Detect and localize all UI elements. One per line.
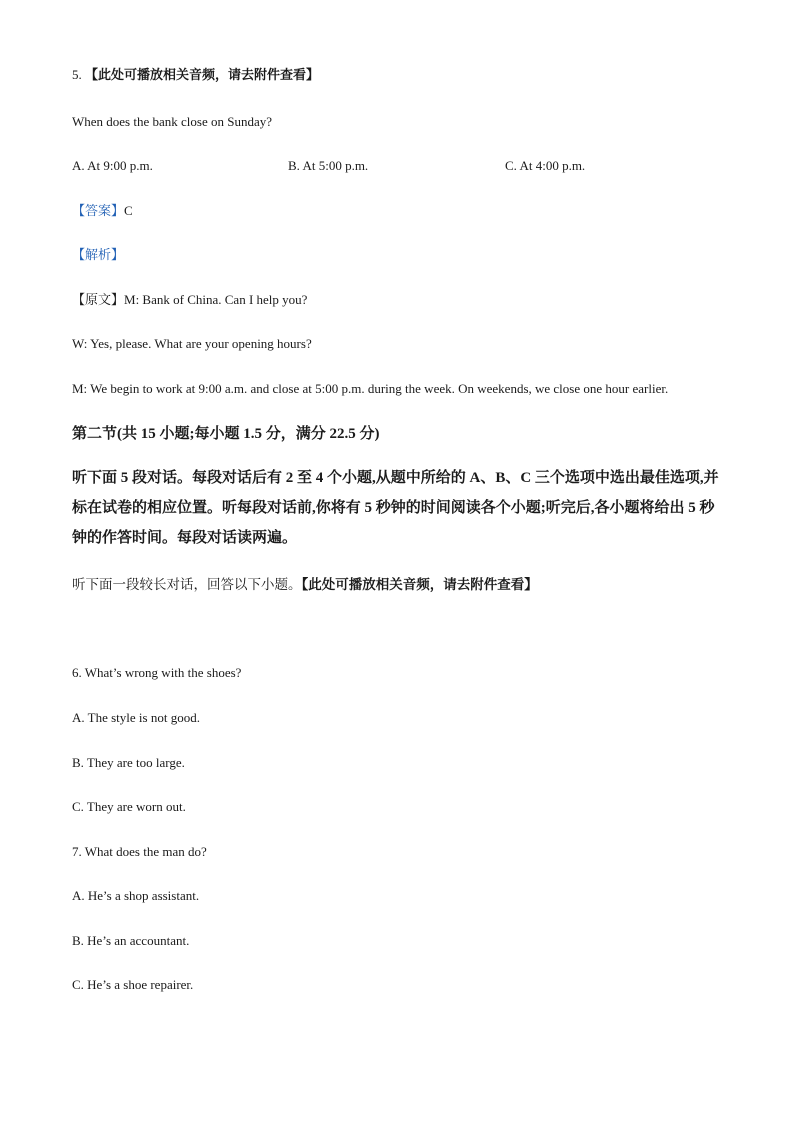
q6-option-b[interactable]: B. They are too large. [72,755,185,770]
transcript-line-3: M: We begin to work at 9:00 a.m. and close at 5:00 p.m. during the week. On weekends, we close one hour earlier. [72,381,669,396]
q6-question: 6. What’s wrong with the shoes? [72,665,242,680]
transcript-text-1: M: Bank of China. Can I help you? [124,292,308,307]
q5-option-b[interactable]: B. At 5:00 p.m. [288,158,369,173]
transcript-tag: 【原文】 [72,292,125,307]
q5-answer-line [72,203,133,219]
q5-option-a[interactable]: A. At 9:00 p.m. [72,158,153,173]
section2-intro-line [72,577,538,593]
section2-audio-note[interactable]: 【此处可播放相关音频，请去附件查看】 [301,577,538,592]
answer-tag: 【答案】 [72,203,125,218]
q5-header [72,67,319,83]
analysis-tag: 【解析】 [72,247,125,262]
q5-number: 5. [72,67,82,82]
q7-question: 7. What does the man do? [72,844,207,859]
q5-option-c[interactable]: C. At 4:00 p.m. [505,158,586,173]
transcript-line-1 [72,292,307,308]
section2-title: 第二节(共 15 小题;每小题 1.5 分，满分 22.5 分) [72,426,380,442]
q5-audio-note[interactable]: 【此处可播放相关音频，请去附件查看】 [85,67,320,82]
q7-option-b[interactable]: B. He’s an accountant. [72,933,190,948]
q5-question: When does the bank close on Sunday? [72,114,273,129]
section2-intro: 听下面一段较长对话，回答以下小题。 [72,577,302,592]
q6-option-c[interactable]: C. They are worn out. [72,799,186,814]
section2-instructions: 听下面 5 段对话。每段对话后有 2 至 4 个小题,从题中所给的 A、B、C 三个选项中选出最佳选项,并标在试卷的相应位置。听每段对话前,你将有 5 秒钟的时间阅读各个小题;听完后,各小题将给出 5 秒钟的作答时间。每段对话读两遍。 [72,470,719,546]
answer-value: C [124,203,133,218]
q6-option-a[interactable]: A. The style is not good. [72,710,200,725]
transcript-line-2: W: Yes, please. What are your opening hours? [72,336,312,351]
q7-option-a[interactable]: A. He’s a shop assistant. [72,888,200,903]
q7-option-c[interactable]: C. He’s a shoe repairer. [72,977,194,992]
